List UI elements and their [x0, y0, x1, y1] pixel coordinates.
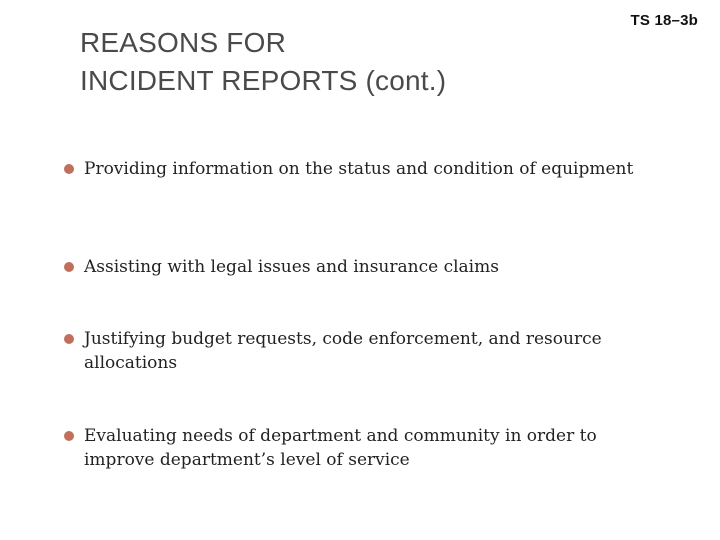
bullet-item — [84, 424, 664, 472]
bullet-dot-icon — [64, 431, 74, 441]
bullet-text: Evaluating needs of department and community in order to improve department’s level of service — [84, 426, 597, 470]
slide-title-line-1: REASONS FOR — [80, 27, 287, 58]
bullet-item — [84, 255, 664, 279]
bullet-text: Providing information on the status and condition of equipment — [84, 159, 634, 179]
bullet-text: Assisting with legal issues and insurance claims — [84, 257, 499, 277]
bullet-item — [84, 157, 664, 181]
slide-code: TS 18–3b — [630, 12, 698, 29]
bullet-dot-icon — [64, 334, 74, 344]
bullet-item — [84, 327, 664, 375]
bullet-dot-icon — [64, 164, 74, 174]
bullet-text: Justifying budget requests, code enforcement, and resource allocations — [84, 329, 602, 373]
bullet-dot-icon — [64, 262, 74, 272]
slide-title-line-2: INCIDENT REPORTS (cont.) — [80, 65, 447, 96]
